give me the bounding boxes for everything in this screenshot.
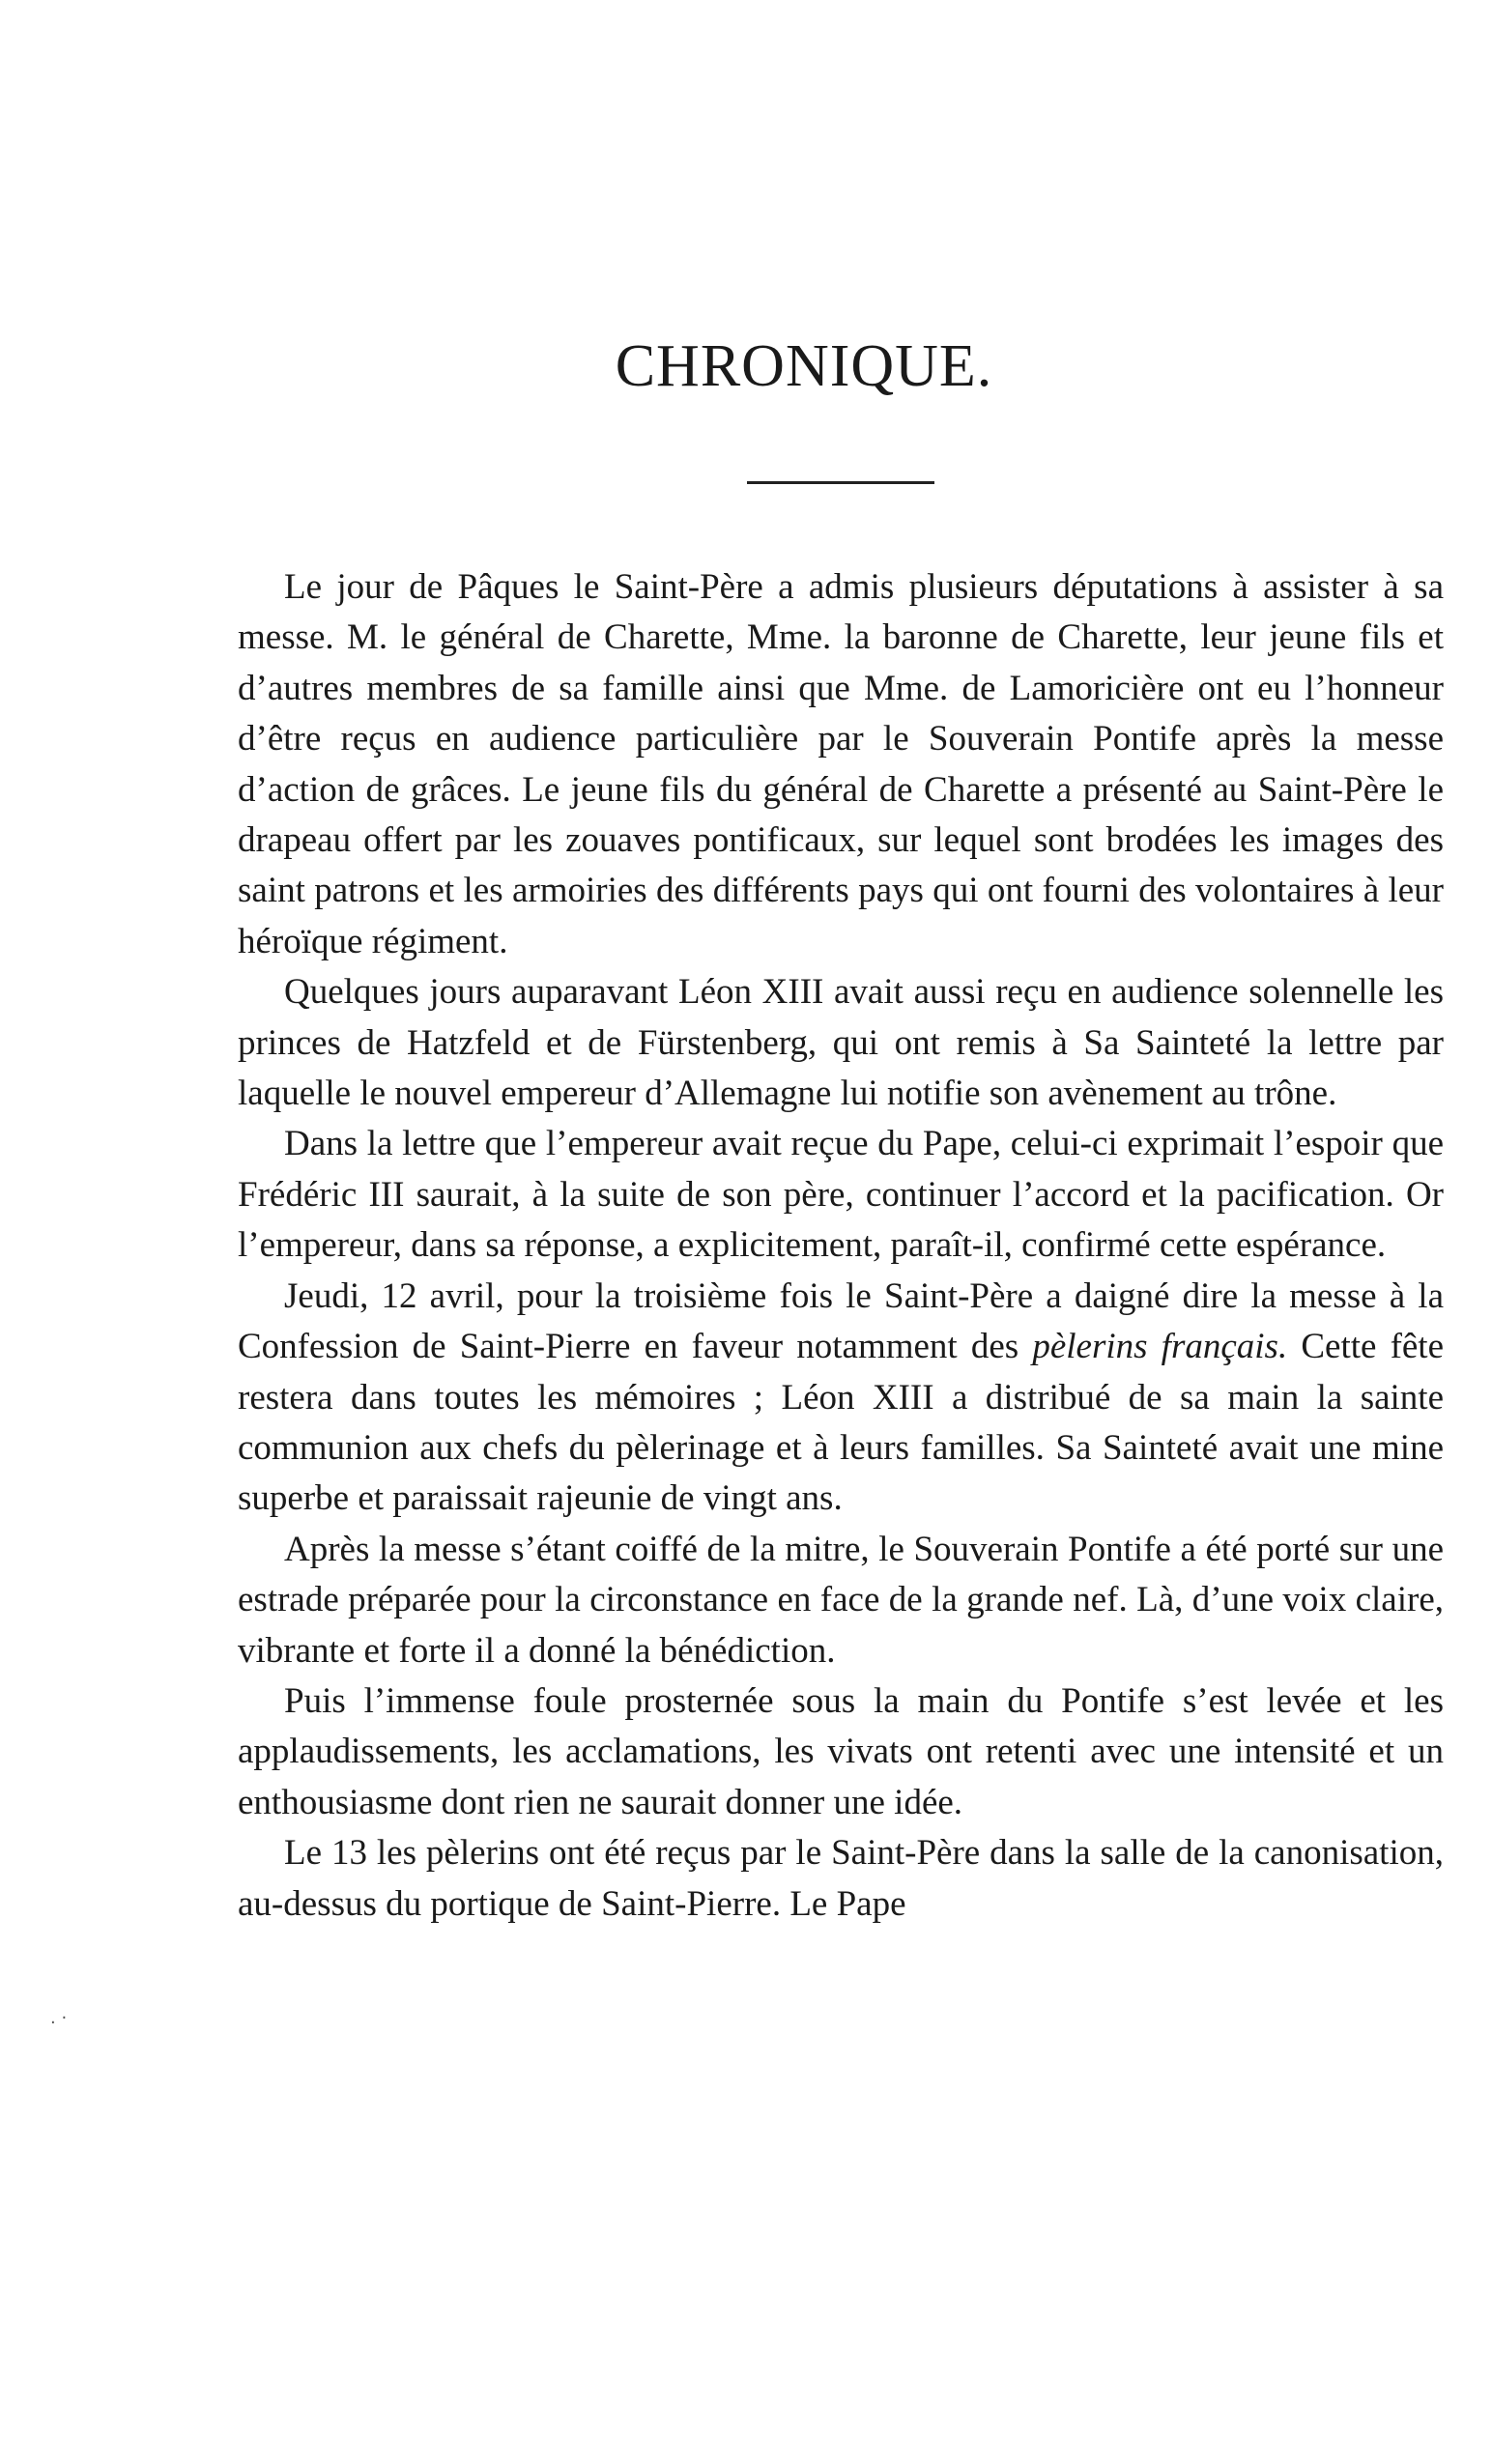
paragraph-text: Jeudi, 12 avril, pour la troisième fois le Saint-Père a daigné dire la messe à la Confession de Saint-Pierre en faveur notamment des [238, 1275, 1444, 1367]
paragraph-acclamations [238, 1676, 1444, 1828]
paragraph-easter-mass [238, 562, 1444, 967]
paragraph-text: Cette fête restera dans toutes les mémoires ; Léon XIII a distribué de sa main la sainte communion aux chefs du pèlerinage et à leurs familles. Sa Sainteté avait une mine superbe et paraissait rajeunie de vingt ans. [238, 1327, 1445, 1519]
paragraph-text: Le jour de Pâques le Saint-Père a admis plusieurs députations à assister à sa messe. M. le général de Charette, Mme. la baronne de Charette, leur jeune fils et d’autres membres de sa famille ainsi que Mme. de Lamoricière ont eu l’honneur d’être reçus en audience particulière par le Souverain Pontife après la messe d’action de grâces. Le jeune fils du général de Charette a présenté au Saint-Père le drapeau offert par les zouaves pontificaux, sur lequel sont brodées les images des saint patrons et les armoiries des différents pays qui ont fourni des volontaires à leur héroïque régiment. [238, 567, 1444, 961]
paragraph-text: Après la messe s’étant coiffé de la mitre, le Souverain Pontife a été porté sur une estrade préparée pour la circonstance en face de la grande nef. Là, d’une voix claire, vibrante et forte il a donné la bénédiction. [238, 1529, 1444, 1671]
paragraph-pilgrims-reception [238, 1828, 1444, 1930]
margin-mark: . · [50, 2008, 68, 2028]
italic-phrase: pèlerins français. [1032, 1327, 1288, 1367]
paragraph-text: Dans la lettre que l’empereur avait reçue du Pape, celui-ci exprimait l’espoir que Frédéric III saurait, à la suite de son père, continuer l’accord et la pacification. Or l’empereur, dans sa réponse, a explicitement, paraît-il, confirmé cette espérance. [238, 1124, 1444, 1266]
paragraph-text: Le 13 les pèlerins ont été reçus par le Saint-Père dans la salle de la canonisation, au-dessus du portique de Saint-Pierre. Le Pape [238, 1833, 1444, 1924]
chronicle-text [238, 562, 1444, 1930]
title-rule-divider [747, 481, 934, 484]
paragraph-german-princes [238, 967, 1444, 1119]
page-title: CHRONIQUE. [615, 333, 993, 399]
paragraph-text: Quelques jours auparavant Léon XIII avait aussi reçu en audience solennelle les princes de Hatzfeld et de Fürstenberg, qui ont remis à Sa Sainteté la lettre par laquelle le nouvel empereur d’Allemagne lui notifie son avènement au trône. [238, 972, 1444, 1114]
paragraph-emperor-letter [238, 1119, 1444, 1271]
paragraph-thursday-mass [238, 1272, 1444, 1525]
paragraph-benediction [238, 1525, 1444, 1676]
paragraph-text: Puis l’immense foule prosternée sous la main du Pontife s’est levée et les applaudissements, les acclamations, les vivats ont retenti avec une intensité et un enthousiasme dont rien ne saurait donner une idée. [238, 1680, 1444, 1822]
